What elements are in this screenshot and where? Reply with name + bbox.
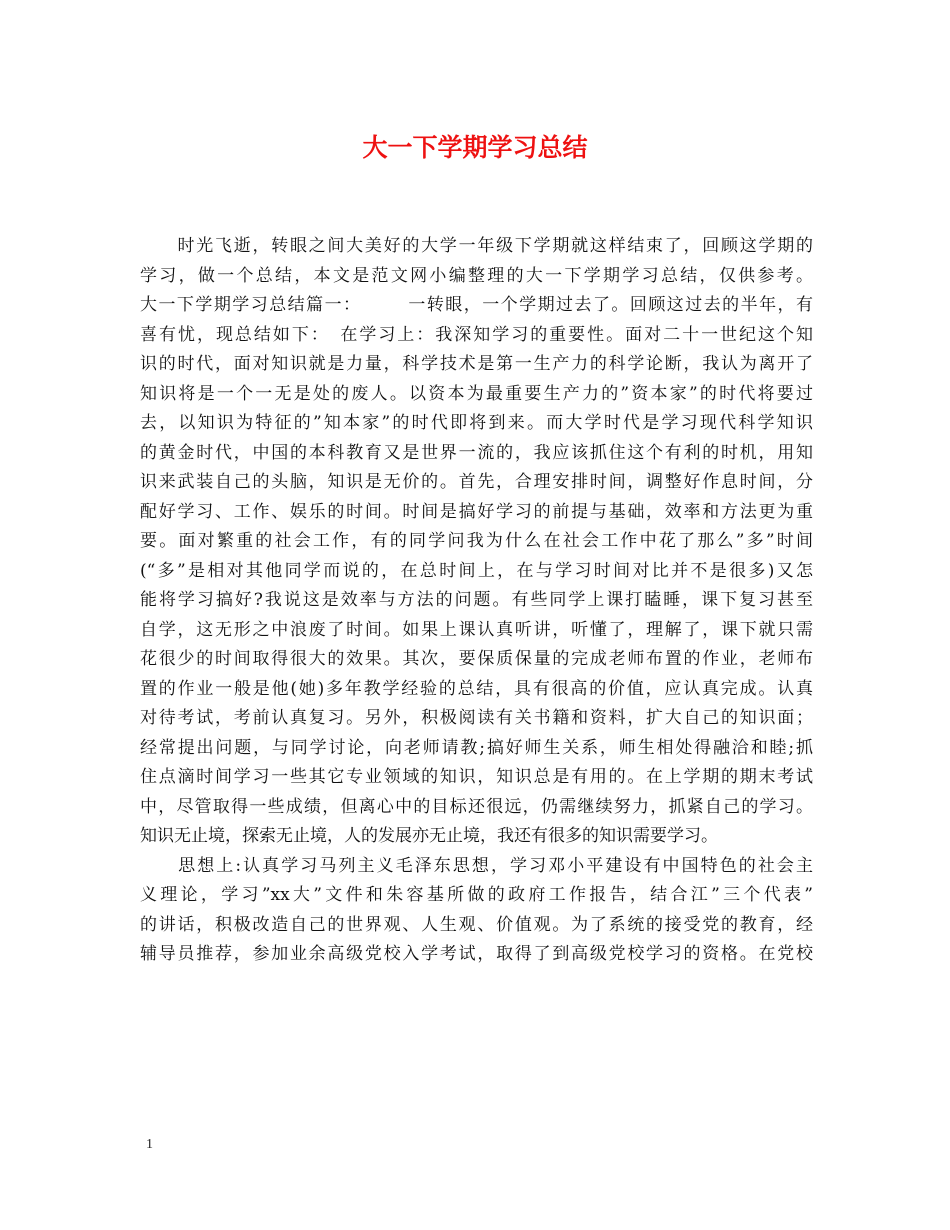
- text-line-6: 知识将是一个一无是处的废人。以资本为最重要生产力的”资本家”的时代将要过: [140, 383, 813, 404]
- text-line-12: (“多”是相对其他同学而说的，在总时间上，在与学习时间对比并不是很多)又怎: [140, 560, 813, 581]
- text-line-23: 义理论，学习”xx大”文件和朱容基所做的政府工作报告，结合江”三个代表”: [140, 885, 813, 905]
- text-line-4: 喜有忧，现总结如下： 在学习上：我深知学习的重要性。面对二十一世纪这个知: [140, 324, 813, 345]
- text-line-7: 去，以知识为特征的”知本家”的时代即将到来。而大学时代是学习现代科学知识: [140, 413, 813, 433]
- text-line-2: 学习，做一个总结，本文是范文网小编整理的大一下学期学习总结，仅供参考。: [140, 265, 813, 286]
- text-line-21: 知识无止境，探索无止境，人的发展亦无止境，我还有很多的知识需要学习。: [140, 826, 718, 846]
- text-line-9: 识来武装自己的头脑，知识是无价的。首先，合理安排时间，调整好作息时间，分: [140, 472, 813, 492]
- text-line-24: 的讲话，积极改造自己的世界观、人生观、价值观。为了系统的接受党的教育，经: [140, 914, 813, 935]
- text-line-8: 的黄金时代，中国的本科教育又是世界一流的，我应该抓住这个有利的时机，用知: [140, 442, 813, 463]
- text-line-16: 置的作业一般是他(她)多年教学经验的总结，具有很高的价值，应认真完成。认真: [140, 678, 813, 699]
- text-line-17: 对待考试，考前认真复习。另外，积极阅读有关书籍和资料，扩大自己的知识面；: [140, 708, 813, 728]
- text-line-10: 配好学习、工作、娱乐的时间。时间是搞好学习的前提与基础，效率和方法更为重: [140, 501, 813, 522]
- text-line-22: 思想上:认真学习马列主义毛泽东思想，学习邓小平建设有中国特色的社会主: [140, 855, 813, 876]
- page-number: 1: [146, 1137, 153, 1152]
- text-line-1: 时光飞逝，转眼之间大美好的大学一年级下学期就这样结束了，回顾这学期的: [140, 236, 813, 256]
- document-body: [140, 232, 813, 970]
- text-line-14: 自学，这无形之中浪废了时间。如果上课认真听讲，听懂了，理解了，课下就只需: [140, 619, 813, 640]
- text-line-18: 经常提出问题，与同学讨论，向老师请教;搞好师生关系，师生相处得融洽和睦;抓: [140, 737, 813, 758]
- text-line-13: 能将学习搞好?我说这是效率与方法的问题。有些同学上课打瞌睡，课下复习甚至: [140, 590, 813, 610]
- text-line-5: 识的时代，面对知识就是力量，科学技术是第一生产力的科学论断，我认为离开了: [140, 354, 813, 374]
- text-line-11: 要。面对繁重的社会工作，有的同学问我为什么在社会工作中花了那么”多”时间: [140, 531, 813, 551]
- document-title: 大一下学期学习总结: [362, 133, 588, 162]
- text-line-19: 住点滴时间学习一些其它专业领域的知识，知识总是有用的。在上学期的期末考试: [140, 767, 813, 787]
- text-line-25: 辅导员推荐，参加业余高级党校入学考试，取得了到高级党校学习的资格。在党校: [140, 944, 813, 964]
- text-line-20: 中，尽管取得一些成绩，但离心中的目标还很远，仍需继续努力，抓紧自己的学习。: [140, 796, 813, 817]
- text-line-3: 大一下学期学习总结篇一： 一转眼，一个学期过去了。回顾这过去的半年，有: [140, 295, 813, 315]
- text-line-15: 花很少的时间取得很大的效果。其次，要保质保量的完成老师布置的作业，老师布: [140, 649, 813, 669]
